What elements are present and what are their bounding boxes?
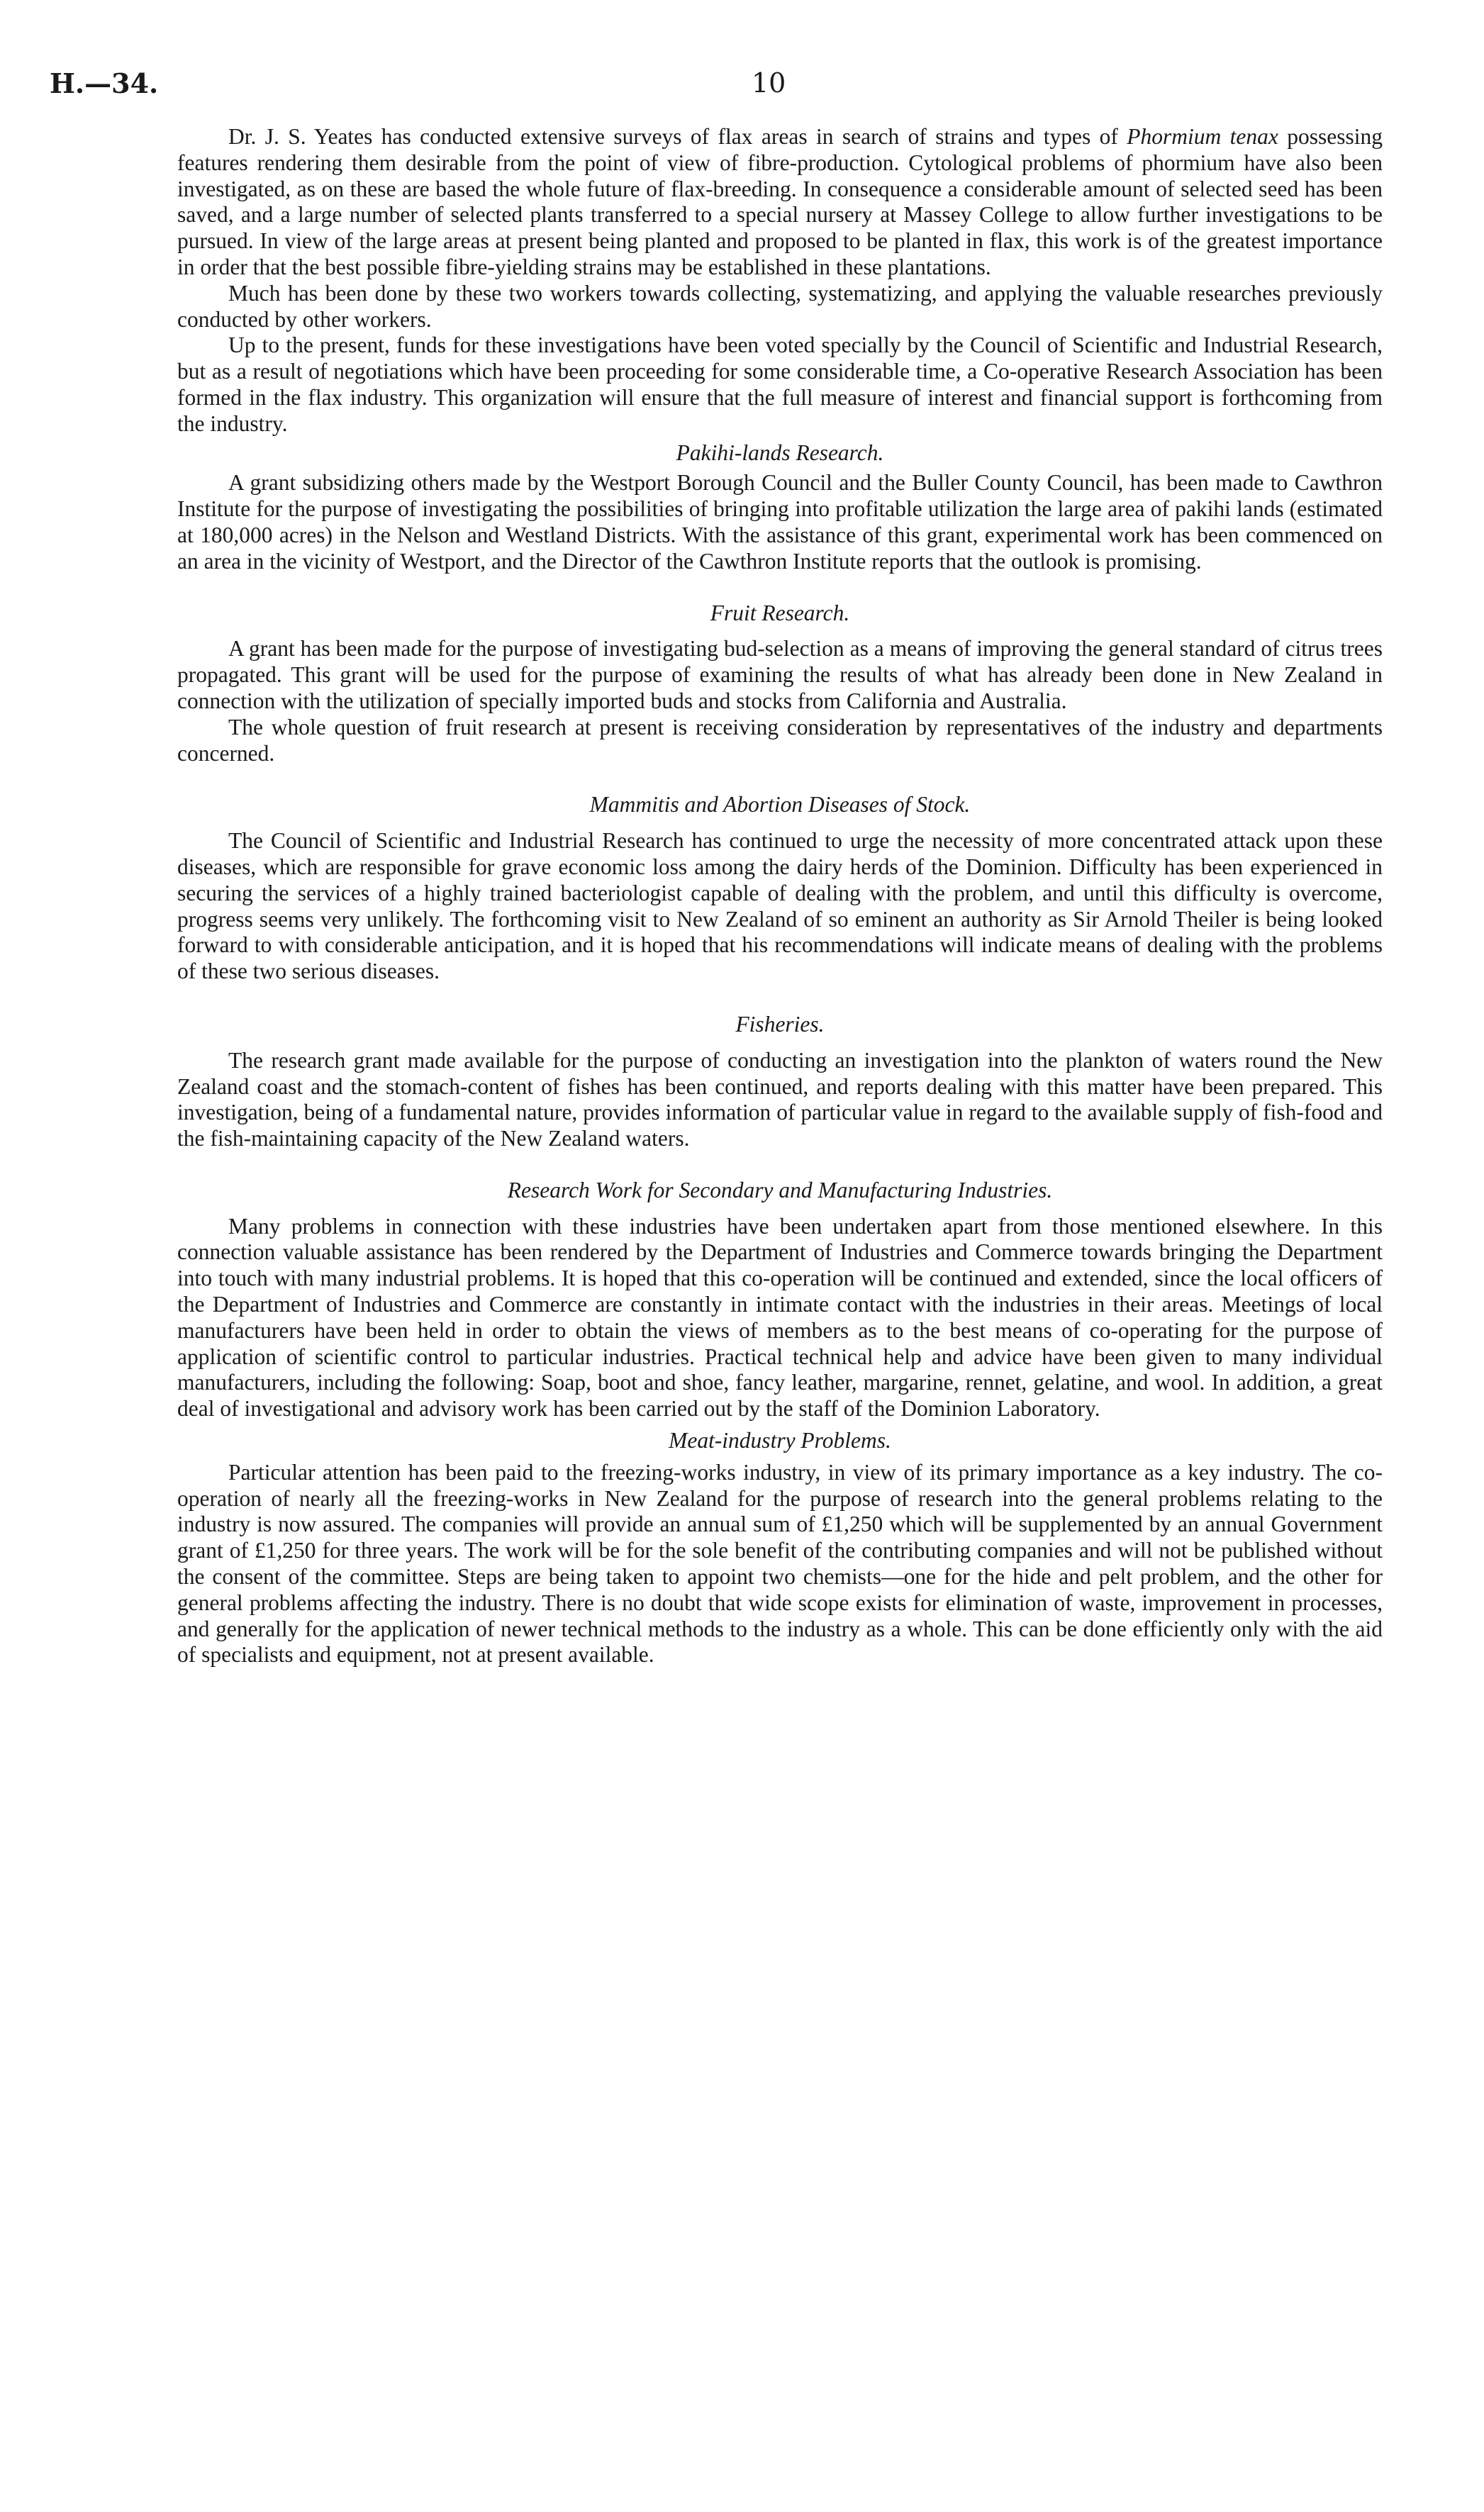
paragraph: Up to the present, funds for these investigations have been voted specially by the Council of Scientific and Industrial Research, but as a result of negotiations which have been proceeding for some considerable time, a Co-operative Research Association has been formed in the flax industry. This organization will ensure that the full measure of interest and financial support is forthcoming from the industry. [177,333,1383,436]
paragraph-text: possessing features rendering them desirable from the point of view of fibre-production. Cytological problems of phormium have also been investigated, as on these are based the whole future of flax-breeding. In consequence a considerable amount of selected seed has been saved, and a large number of selected plants transferred to a special nursery at Massey College to allow further investigations to be pursued. In view of the large areas at present being planted and proposed to be planted in flax, this work is of the greatest importance in order that the best possible fibre-yielding strains may be established in these plantations. [177,124,1383,279]
section-heading: Mammitis and Abortion Diseases of Stock. [589,792,971,817]
section-heading: Pakihi-lands Research. [676,440,884,465]
document-reference: H.—34. [50,67,159,99]
section-fruit [177,601,1383,767]
section-secondary-industries [177,1178,1383,1422]
section-heading: Fisheries. [735,1011,825,1037]
paragraph: Many problems in connection with these industries have been undertaken apart from those mentioned elsewhere. In this connection valuable assistance has been rendered by the Department of Industries and Commerce towards bringing the Department into touch with many industrial problems. It is hoped that this co-operation will be continued and extended, since the local officers of the Department of Industries and Commerce are constantly in intimate contact with the industries in their areas. Meetings of local manufacturers have been held in order to obtain the views of members as to the best means of co-operating for the purpose of application of scientific control to particular industries. Practical technical help and advice have been given to many individual manufacturers, including the following: Soap, boot and shoe, fancy leather, margarine, rennet, gelatine, and wool. In addition, a great deal of investigational and advisory work has been carried out by the staff of the Dominion Laboratory. [177,1213,1383,1422]
paragraph-text: Dr. J. S. Yeates has conducted extensive surveys of flax areas in search of strains and types of [228,124,1118,149]
paragraph: A grant subsidizing others made by the Westport Borough Council and the Buller County Council, has been made to Cawthron Institute for the purpose of investigating the possibilities of bringing into profitable utilization the large area of pakihi lands (estimated at 180,000 acres) in the Nelson and Westland Districts. With the assistance of this grant, experimental work has been commenced on an area in the vicinity of Westport, and the Director of the Cawthron Institute reports that the outlook is promising. [177,470,1383,574]
paragraph: Much has been done by these two workers towards collecting, systematizing, and applying the valuable researches previously conducted by other workers. [177,280,1383,332]
page-body [177,124,1383,1668]
paragraph: The research grant made available for the purpose of conducting an investigation into the plankton of waters round the New Zealand coast and the stomach-content of fishes has been continued, and reports dealing with this matter have been prepared. This investigation, being of a fundamental nature, provides information of particular value in regard to the available supply of fish-food and the fish-maintaining capacity of the New Zealand waters. [177,1047,1383,1151]
species-name: Phormium tenax [1127,124,1278,149]
paragraph: The Council of Scientific and Industrial Research has continued to urge the necessity of more concentrated attack upon these diseases, which are responsible for grave economic loss among the dairy herds of the Dominion. Difficulty has been experienced in securing the services of a highly trained bacteriologist capable of dealing with the problem, and until this difficulty is overcome, progress seems very unlikely. The forthcoming visit to New Zealand of so eminent an authority as Sir Arnold Theiler is being looked forward to with considerable anticipation, and it is hoped that his recommendations will indicate means of dealing with the problems of these two serious diseases. [177,828,1383,984]
intro-section [177,124,1383,437]
section-fisheries [177,1012,1383,1152]
paragraph: The whole question of fruit research at present is receiving consideration by representatives of the industry and departments concerned. [177,714,1383,766]
section-heading: Research Work for Secondary and Manufacturing Industries. [507,1177,1053,1202]
section-heading: Fruit Research. [710,600,850,625]
page-header [50,67,1383,124]
page-number: 10 [752,67,786,99]
section-heading: Meat-industry Problems. [669,1428,891,1453]
paragraph: Particular attention has been paid to the freezing-works industry, in view of its primary importance as a key industry. The co-operation of nearly all the freezing-works in New Zealand for the purpose of research into the general problems relating to the industry is now assured. The companies will provide an annual sum of £1,250 which will be supplemented by an annual Government grant of £1,250 for three years. The work will be for the sole benefit of the contributing companies and will not be published without the consent of the committee. Steps are being taken to appoint two chemists—one for the hide and pelt problem, and the other for general problems affecting the industry. There is no doubt that wide scope exists for elimination of waste, improvement in processes, and generally for the application of newer technical methods to the industry as a whole. This can be done efficiently only with the aid of specialists and equipment, not at present available. [177,1459,1383,1668]
section-pakihi [177,440,1383,575]
paragraph [177,124,1383,281]
paragraph: A grant has been made for the purpose of investigating bud-selection as a means of improving the general standard of citrus trees propagated. This grant will be used for the purpose of examining the results of what has already been done in New Zealand in connection with the utilization of specially imported buds and stocks from California and Australia. [177,636,1383,713]
section-meat-industry [177,1428,1383,1668]
document-page [50,67,1383,1668]
section-mammitis [177,792,1383,985]
